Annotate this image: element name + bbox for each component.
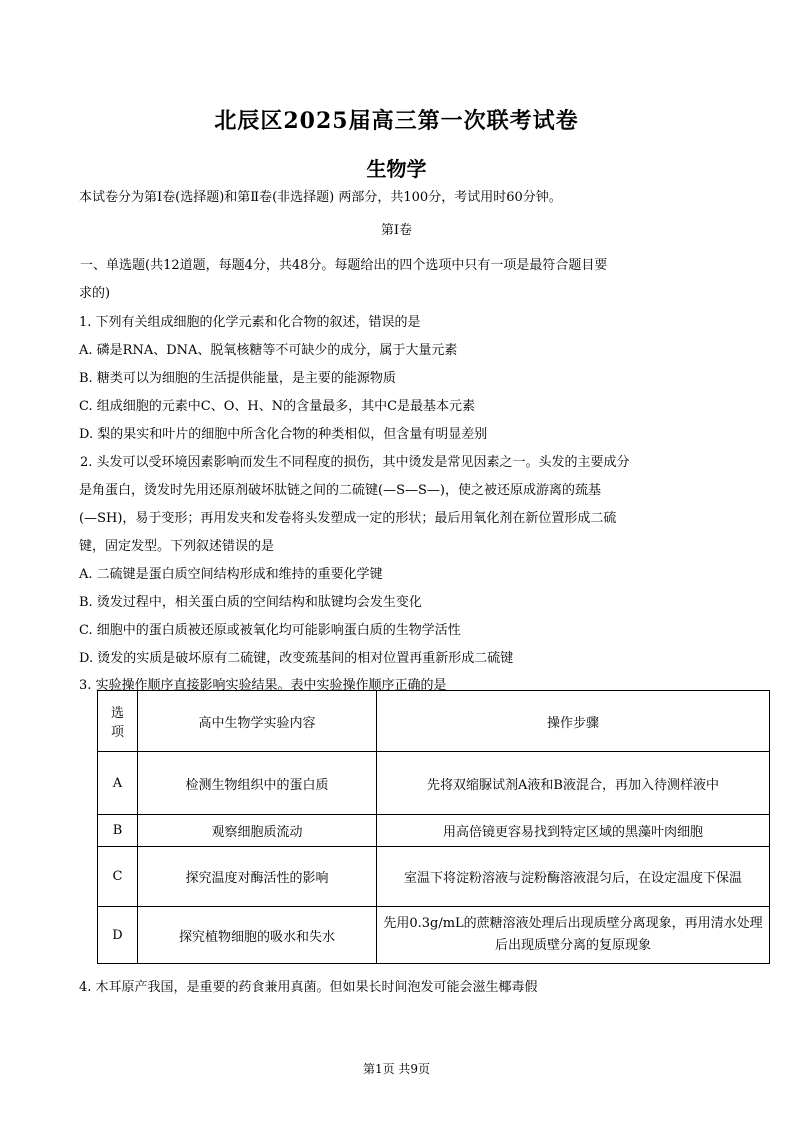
- question-1-option-c: C. 组成细胞的元素中C、O、H、N的含量最多，其中C是最基本元素: [79, 399, 476, 414]
- question-1-option-d: D. 梨的果实和叶片的细胞中所含化合物的种类相似，但含量有明显差别: [79, 427, 488, 442]
- question-2-option-c: C. 细胞中的蛋白质被还原或被氧化均可能影响蛋白质的生物学活性: [79, 623, 461, 638]
- table-cell-option: C: [98, 847, 138, 907]
- question-1-stem: 1. 下列有关组成细胞的化学元素和化合物的叙述，错误的是: [79, 315, 421, 330]
- question-1-option-b: B. 糖类可以为细胞的生活提供能量，是主要的能源物质: [79, 371, 396, 386]
- question-2-stem-line3: (—SH)，易于变形；再用发夹和发卷将头发塑成一定的形状；最后用氧化剂在新位置形成二硫: [79, 511, 617, 526]
- question-1-option-a: A. 磷是RNA、DNA、脱氧核糖等不可缺少的成分，属于大量元素: [79, 343, 458, 358]
- question-4-stem: 4. 木耳原产我国，是重要的药食兼用真菌。但如果长时间泡发可能会滋生椰毒假: [79, 980, 538, 995]
- question-2-stem-line2: 是角蛋白，烫发时先用还原剂破坏肽链之间的二硫键(—S—S—)，使之被还原成游离的巯基: [79, 483, 601, 498]
- experiment-table: [97, 690, 770, 964]
- question-2-stem-line4: 键，固定发型。下列叙述错误的是: [79, 539, 275, 554]
- table-cell-option: A: [98, 752, 138, 815]
- page-number: 第1页 共9页: [362, 1062, 431, 1076]
- question-2-stem: 2. 头发可以受环境因素影响而发生不同程度的损伤，其中烫发是常见因素之一。头发的主要成分: [80, 455, 630, 470]
- table-header-option: 选 项: [98, 691, 138, 752]
- subject-title: 生物学: [366, 157, 427, 181]
- section-label: 第Ⅰ卷: [380, 223, 413, 238]
- exam-title: 北辰区2025届高三第一次联考试卷: [214, 108, 579, 134]
- question-3-stem: 3. 实验操作顺序直接影响实验结果。表中实验操作顺序正确的是: [79, 678, 447, 693]
- table-cell-content: 探究温度对酶活性的影响: [138, 847, 377, 907]
- question-2-option-a: A. 二硫键是蛋白质空间结构形成和维持的重要化学键: [79, 567, 383, 582]
- table-cell-steps: 用高倍镜更容易找到特定区域的黑藻叶肉细胞: [377, 815, 770, 847]
- table-cell-steps: 先将双缩脲试剂A液和B液混合，再加入待测样液中: [377, 752, 770, 815]
- table-header-steps: 操作步骤: [377, 691, 770, 752]
- table-row: [98, 847, 770, 907]
- table-cell-content: 探究植物细胞的吸水和失水: [138, 907, 377, 964]
- exam-intro: 本试卷分为第Ⅰ卷(选择题)和第Ⅱ卷(非选择题) 两部分，共100分，考试用时60分钟。: [79, 190, 562, 205]
- table-header-content: 高中生物学实验内容: [138, 691, 377, 752]
- question-2-option-d: D. 烫发的实质是破坏原有二硫键，改变巯基间的相对位置再重新形成二硫键: [79, 651, 514, 666]
- table-row: [98, 752, 770, 815]
- table-cell-option: B: [98, 815, 138, 847]
- table-header-row: [98, 691, 770, 752]
- table-cell-steps: 先用0.3g/mL的蔗糖溶液处理后出现质壁分离现象，再用清水处理后出现质壁分离的复原现象: [377, 907, 770, 964]
- table-cell-content: 观察细胞质流动: [138, 815, 377, 847]
- question-2-option-b: B. 烫发过程中，相关蛋白质的空间结构和肽键均会发生变化: [79, 595, 422, 610]
- table-row: [98, 907, 770, 964]
- section-instruction-cont: 求的): [79, 286, 111, 301]
- table-cell-steps: 室温下将淀粉溶液与淀粉酶溶液混匀后，在设定温度下保温: [377, 847, 770, 907]
- table-cell-option: D: [98, 907, 138, 964]
- table-row: [98, 815, 770, 847]
- table-cell-content: 检测生物组织中的蛋白质: [138, 752, 377, 815]
- section-instruction: 一、单选题(共12道题，每题4分，共48分。每题给出的四个选项中只有一项是最符合题目要: [80, 258, 608, 273]
